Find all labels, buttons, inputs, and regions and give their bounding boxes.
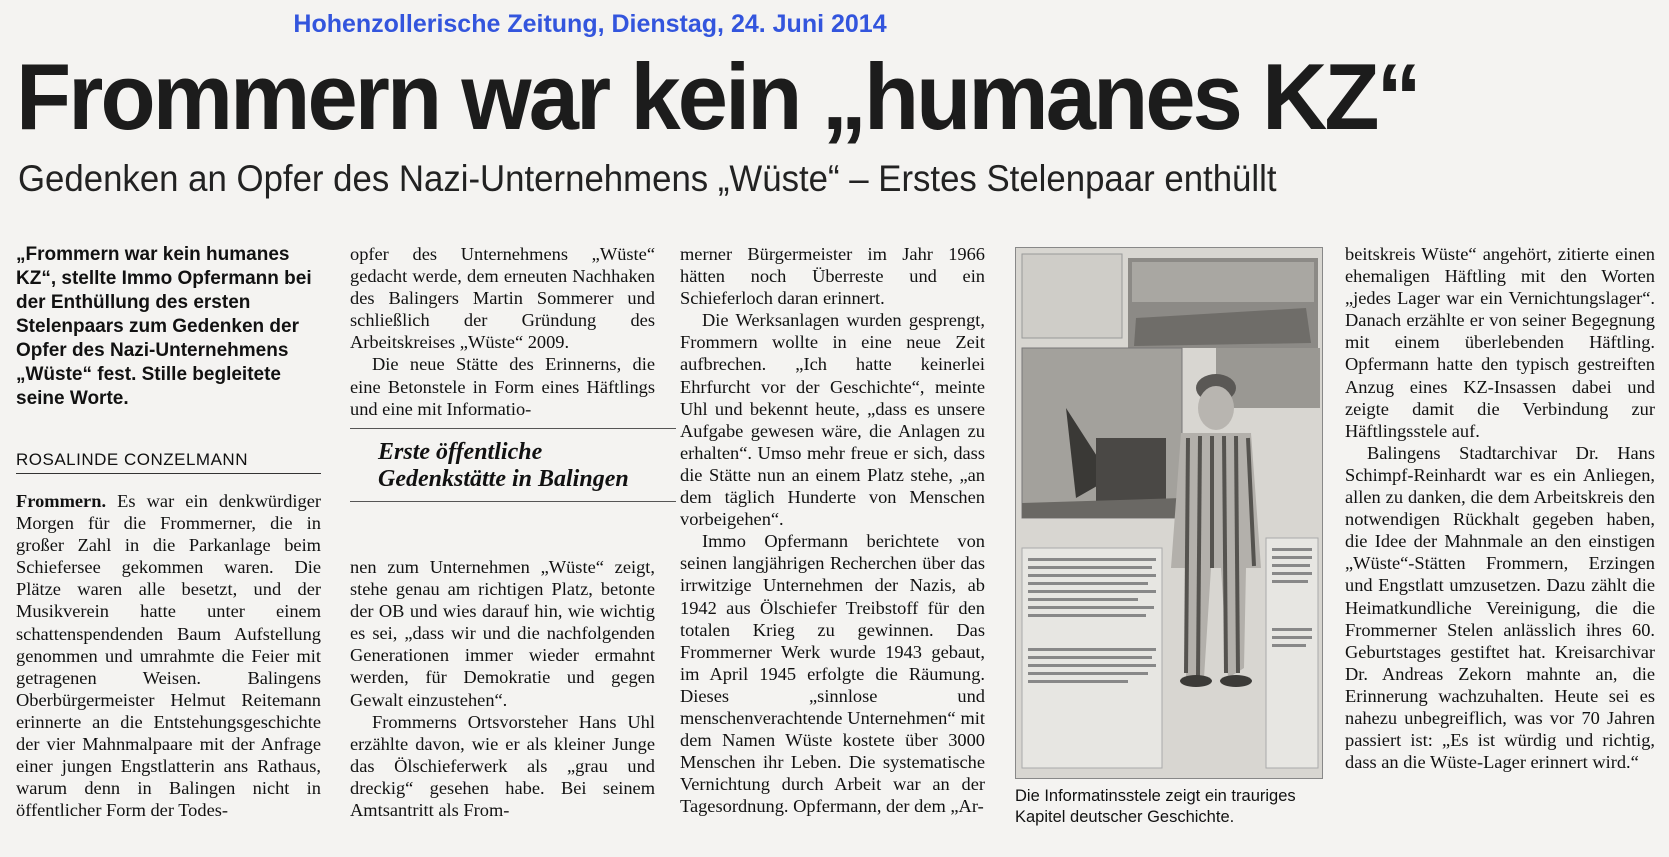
byline: ROSALINDE CONZELMANN	[16, 450, 321, 474]
headline: Frommern war kein „humanes KZ“	[16, 44, 1419, 149]
col3-paragraph-1: merner Bürgermeister im Jahr 1966 hätten noch Überreste und ein Schieferloch daran erinnert.	[680, 244, 985, 309]
col2-paragraph-4: Frommerns Ortsvorsteher Hans Uhl erzählte davon, wie er als kleiner Junge das Ölschieferwerk als „grau und dreckig“ gesehen habe. Bei seinem Amtsantritt als From-	[350, 711, 655, 821]
dateline: Frommern.	[16, 491, 107, 511]
col4-paragraph-2: Balingens Stadtarchivar Dr. Hans Schimpf-Reinhardt war es ein Anliegen, allen zu danken, die dem Arbeitskreis den notwendigen Rückhalt gegeben haben, die Idee der Mahnmale an den einstigen „Wüste“-Stätten Frommern, Erzingen und Engstlatt umzusetzen. Dazu zählt die Heimatkundliche Vereinigung, die die Frommerner Stelen anlässlich ihres 60. Geburtstages gestiftet hat. Kreisarchivar Dr. Andreas Zekorn mahnte an, die Erinnerung wachzuhalten. Heute sei es nahezu unbegreiflich, was vor 70 Jahren passiert ist: „Es ist würdig und richtig, dass an die Wüste-Lager erinnert wird.“	[1345, 442, 1655, 773]
info-stele-photo	[1015, 247, 1323, 779]
col3-paragraph-3: Immo Opfermann berichtete von seinen langjährigen Recherchen über das irrwitzige Unternehmen der Nazis, ab 1942 aus Ölschiefer Treibstoff für den totalen Krieg zu gewinnen. Das Frommerner Werk wurde 1943 gebaut, im April 1945 erfolgte die Räumung. Dieses „sinnlose und menschenverachtende Unternehmen“ mit dem Namen Wüste kostete über 3000 Menschen ihr Leben. Die systematische Vernichtung durch Arbeit war an der Tagesordnung. Opfermann, der dem „Ar-	[680, 531, 985, 817]
subheadline: Gedenken an Opfer des Nazi-Unternehmens „Wüste“ – Erstes Stelenpaar enthüllt	[18, 158, 1277, 199]
col2-paragraph-3: nen zum Unternehmen „Wüste“ zeigt, stehe genau am richtigen Platz, betonte der OB und wies darauf hin, wie wichtig es sei, „dass wir und die nachfolgenden Generationen immer wieder ermahnt werden, für Demokratie und gegen Gewalt einzustehen“.	[350, 557, 655, 710]
column-3	[680, 243, 985, 817]
col1-paragraph	[16, 490, 321, 821]
photo-illustration	[1016, 248, 1322, 778]
col4-paragraph-1: beitskreis Wüste“ angehört, zitierte einen ehemaligen Häftling mit den Worten „jedes Lager war ein Vernichtungslager“. Danach erzählte er von seiner Begegnung mit einem überlebenden Häftling. Opfermann hatte den typisch gestreiften Anzug eines KZ-Insassen dabei und zeigte damit die Verbindung zur Häftlingsstele auf.	[1345, 244, 1655, 441]
col2-paragraph-2: Die neue Stätte des Erinnerns, die eine Betonstele in Form eines Häftlings und eine mit Informatio-	[350, 354, 655, 419]
col2-paragraph-1: opfer des Unternehmens „Wüste“ gedacht werde, dem erneuten Nachhaken des Balingers Martin Sommerer und schließlich der Gründung des Arbeitskreises „Wüste“ 2009.	[350, 244, 655, 353]
lead-paragraph: „Frommern war kein humanes KZ“, stellte Immo Opfermann bei der Enthüllung des ersten Stelenpaars zum Gedenken der Opfer des Nazi-Unternehmens „Wüste“ fest. Stille begleitete seine Worte.	[16, 244, 312, 409]
photo-caption: Die Informatinsstele zeigt ein trauriges Kapitel deutscher Geschichte.	[1015, 787, 1296, 826]
column-2-continued	[350, 556, 655, 821]
col1-text: Es war ein denkwürdiger Morgen für die Frommerner, die in großer Zahl in die Parkanlage beim Schiefersee gekommen waren. Die Plätze waren alle besetzt, und der Musikverein hatte unter einem schattenspendenden Baum Aufstellung genommen und umrahmte die Feier mit getragenen Weisen. Balingens Oberbürgermeister Helmut Reitemann erinnerte an die Entstehungsgeschichte der vier Mahnmalpaare mit der Anfrage einer jungen Engstlatterin ans Rathaus, warum denn in Balingen nicht in öffentlicher Form der Todes-	[16, 491, 321, 821]
box-heading: Erste öffentliche Gedenkstätte in Balingen	[350, 428, 676, 502]
column-1	[16, 490, 321, 821]
masthead: Hohenzollerische Zeitung, Dienstag, 24. Juni 2014	[293, 10, 887, 38]
column-2	[350, 243, 655, 420]
col3-paragraph-2: Die Werksanlagen wurden gesprengt, Frommern wollte in eine neue Zeit aufbrechen. „Ich hatte keinerlei Ehrfurcht vor der Geschichte“, meinte Uhl und bekennt heute, „dass es unsere Aufgabe gewesen wäre, die Anlagen zu erhalten“. Umso mehr freue er sich, dass die Stätte nun an einem Platz stehe, „an dem täglich Hunderte von Menschen vorbeigehen“.	[680, 310, 985, 530]
column-4	[1345, 243, 1655, 773]
